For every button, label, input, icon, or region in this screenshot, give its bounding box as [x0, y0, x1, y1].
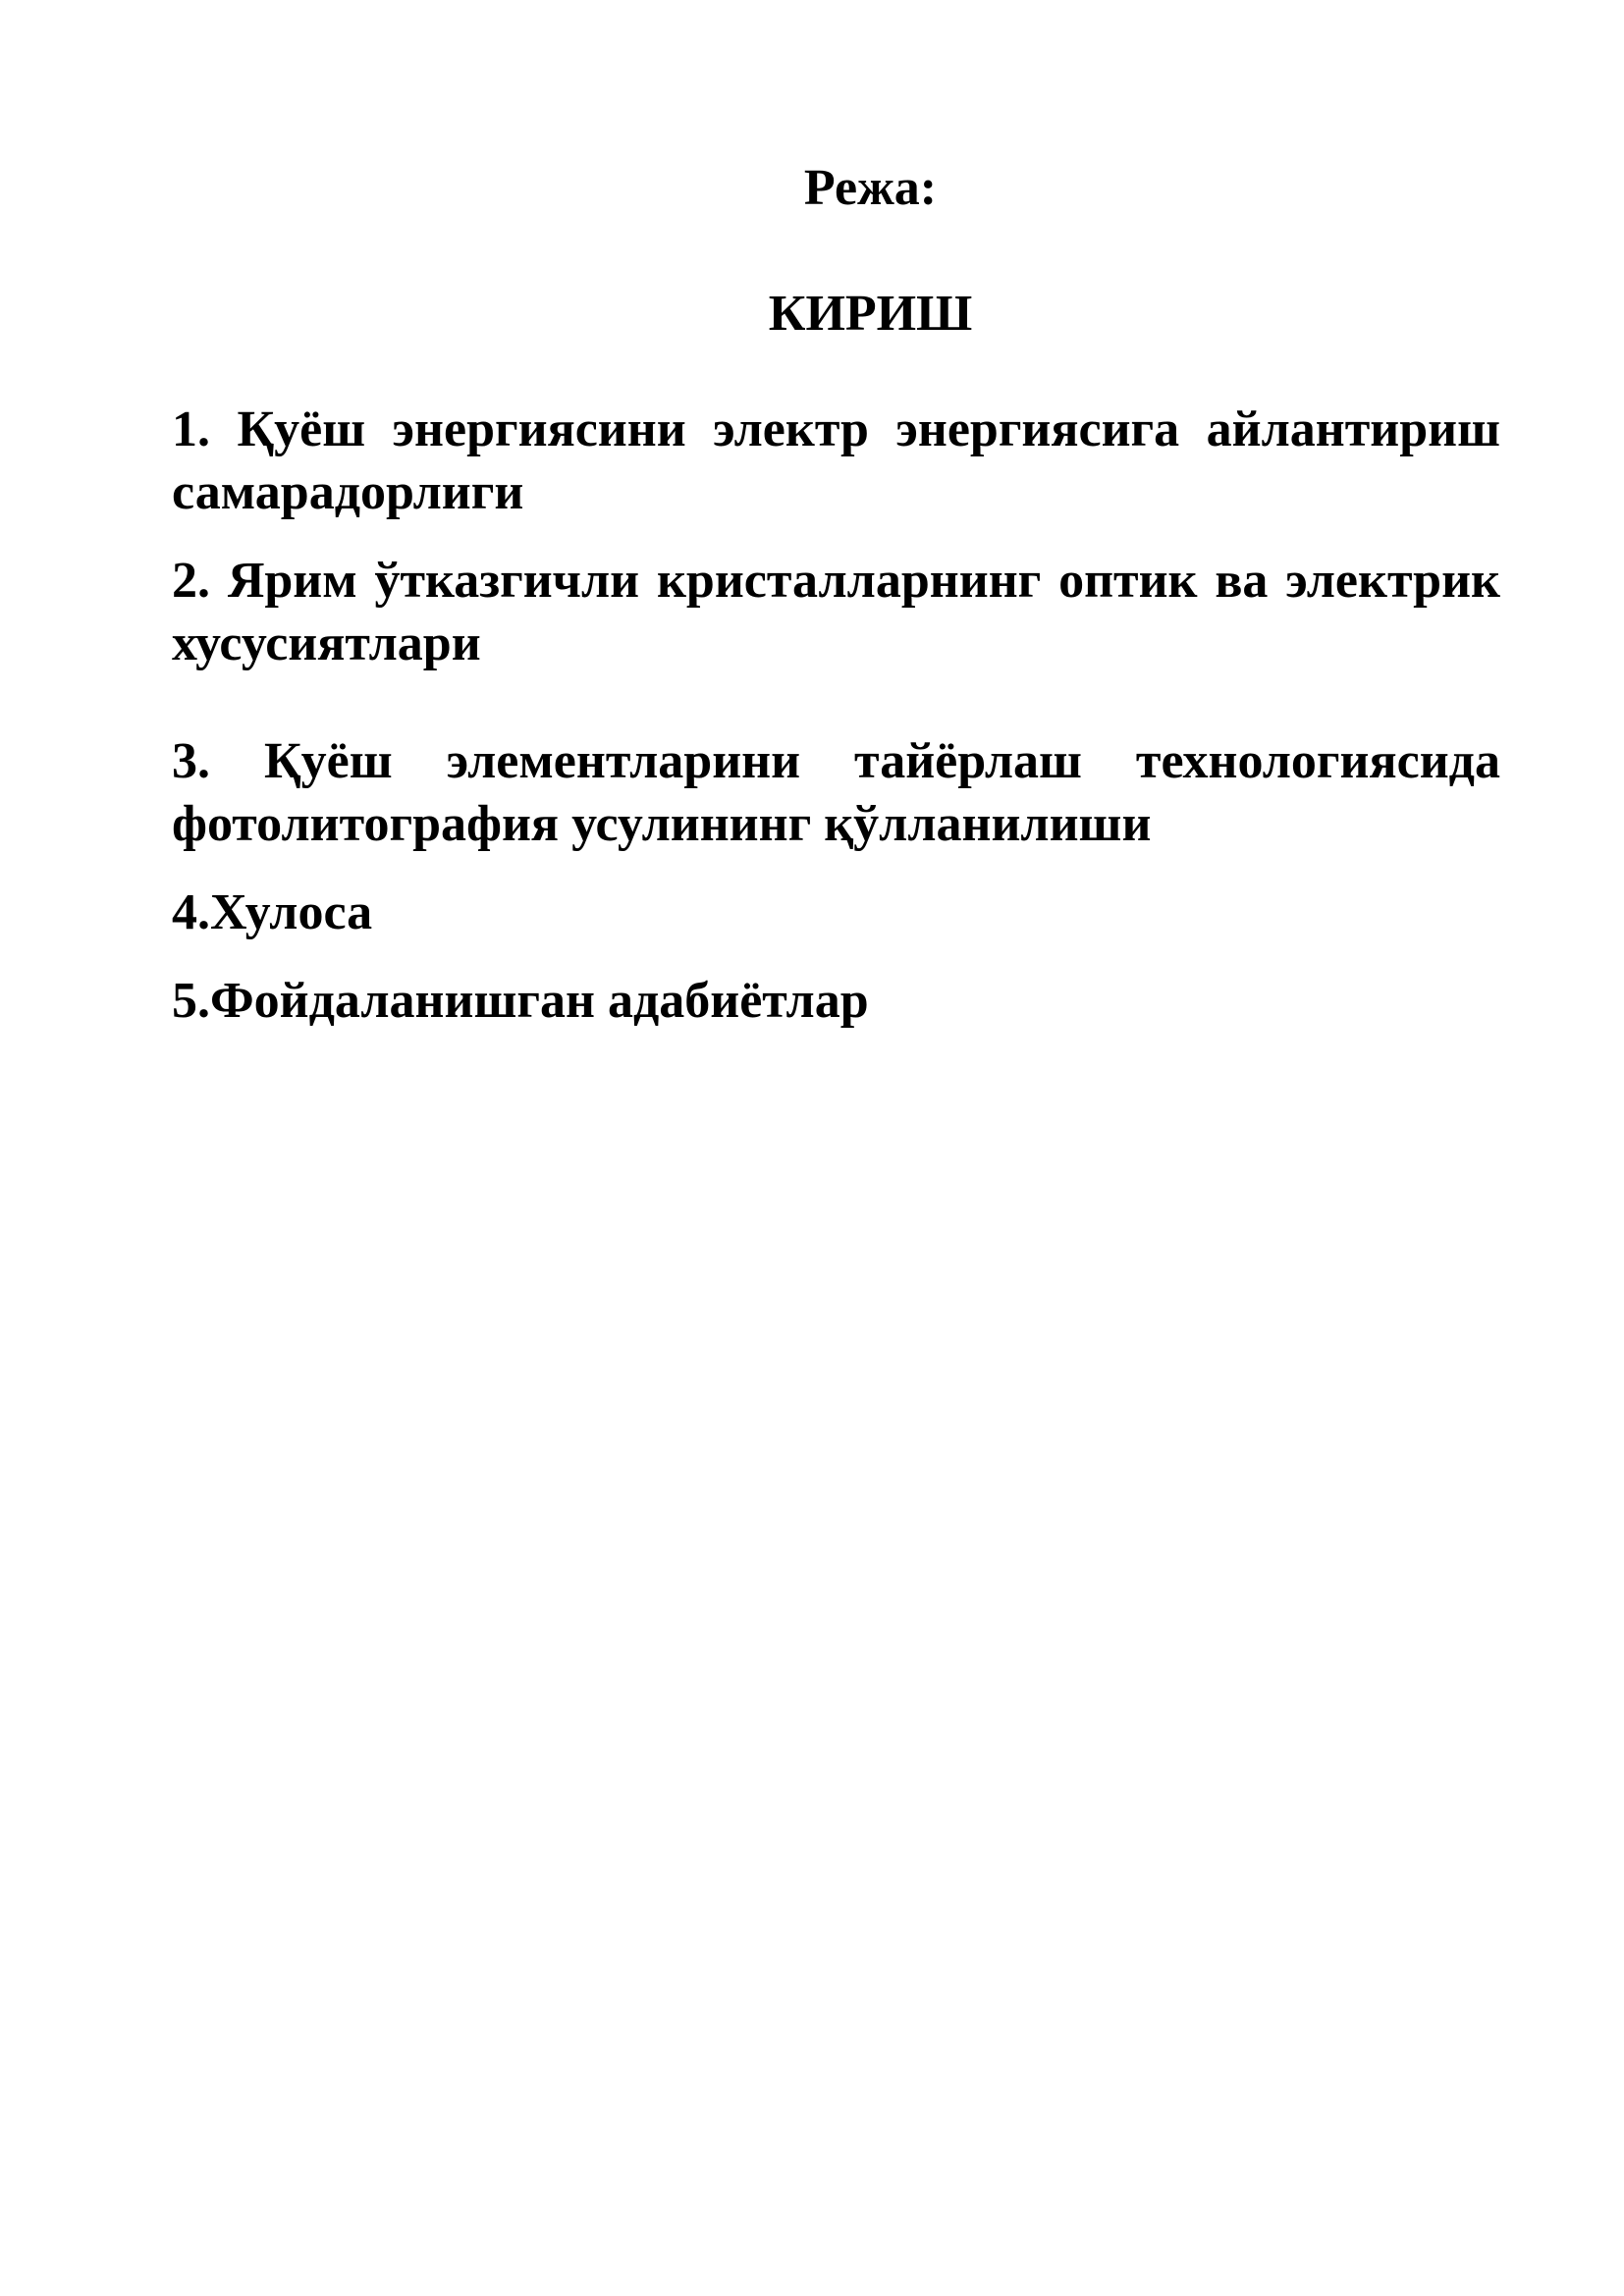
- toc-item-1: 1. Қуёш энергиясини электр энергиясига айлантириш самарадорлиги: [172, 401, 1500, 520]
- toc-item-2: 2. Ярим ўтказгичли кристалларнинг оптик ва электрик хусусиятлари: [172, 553, 1500, 671]
- toc-item-4: 4.Хулоса: [172, 884, 373, 940]
- toc-item-3: 3. Қуёш элементларини тайёрлаш технологиясида фотолитография усулининг қўлланилиши: [172, 733, 1500, 852]
- plan-heading: Режа:: [803, 160, 938, 216]
- document-content: [172, 157, 1500, 1033]
- intro-heading: КИРИШ: [768, 286, 973, 342]
- toc-item-5: 5.Фойдаланишган адабиётлар: [172, 973, 869, 1029]
